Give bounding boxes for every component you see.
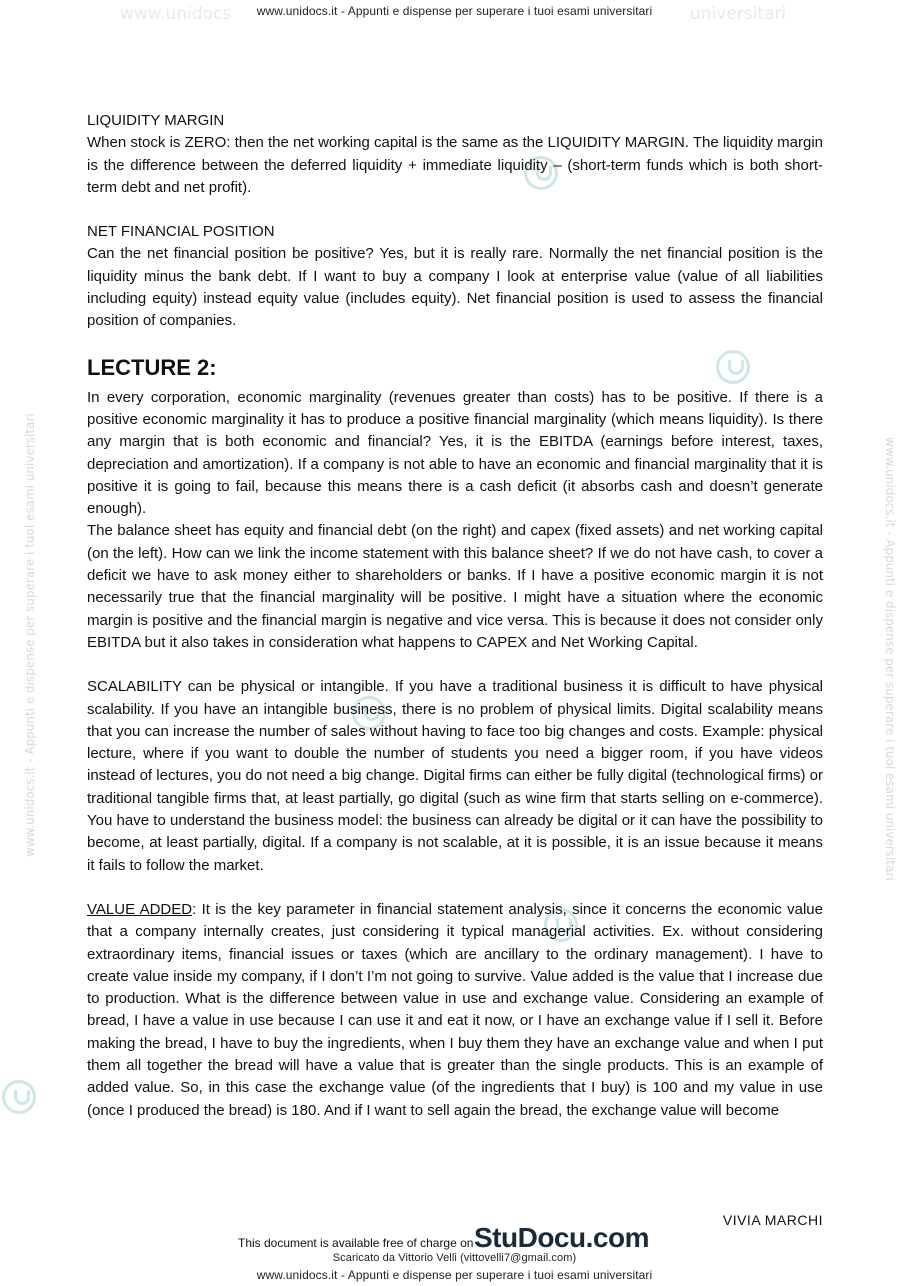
side-watermark-right: www.unidocs.it - Appunti e dispense per superare i tuoi esami universitari [883, 437, 897, 881]
lecture-heading: LECTURE 2: [87, 354, 217, 380]
studocu-domain: .com [585, 1222, 649, 1253]
lecture-paragraph-1: In every corporation, economic marginality (revenues greater than costs) has to be positive. If there is a positive economic marginality it has to produce a positive financial marginality (which means liquidity). Is there any margin that is both economic and financial? Yes, it is the EBITDA (earnings before interest, taxes, depreciation and amortization). If a company is not able to have an economic and financial marginality that it is positive it is going to fail, because this means there is a cash deficit (it absorbs cash and doesn’t generate enough). [87, 388, 823, 518]
footer-availability: This document is available free of charge on [238, 1236, 474, 1250]
lecture-paragraph-2: The balance sheet has equity and financial debt (on the right) and capex (fixed assets) and net working capital (on the left). How can we link the income statement with this balance sheet? If we do not have cash, to cover a deficit we have to ask money either to shareholders or banks. If I have a positive economic margin it is not necessarily true that the financial marginality will be positive. I might have a situation where the economic margin is positive and the financial margin is negative and vice versa. This is because it does not consider only EBITDA but it also takes in consideration what happens to CAPEX and Net Working Capital. [87, 522, 823, 651]
watermark-bottom: Scaricato da Vittorio Velli (vittovelli7@gmail.com) [332, 1252, 577, 1264]
value-added-paragraph [87, 899, 823, 1122]
watermark-top: www.unidocs.it - Appunti e dispense per superare i tuoi esami universitari [256, 4, 653, 18]
value-added-label: VALUE ADDED [87, 900, 193, 918]
watermark-faint-top-right: universitari [690, 4, 787, 24]
value-added-body: : It is the key parameter in financial statement analysis, since it concerns the economic value that a company internally creates, just considering it typical managerial activities. Ex. without considering extraordinary items, financial issues or taxes (which are ancillary to the ordinary management). I have to create value inside my company, if I don’t I’m not going to survive. Value added is the value that I increase due to production. What is the difference between value in use and exchange value. Considering an example of bread, I have a value in use because I can use it and eat it now, or I have an exchange value if I sell it. Before making the bread, I have to buy the ingredients, when I buy them they have an exchange value and when I put them all together the bread will have a value that is greater than the single products. This is an example of added value. So, in this case the exchange value (of the ingredients that I buy) is 100 and my value in use (once I produced the bread) is 180. And if I want to sell again the bread, the exchange value will become [87, 900, 823, 1119]
document-body [87, 110, 823, 1122]
watermark-faint-top-left: www.unidocs [120, 4, 232, 24]
liquidity-margin-title: LIQUIDITY MARGIN [87, 112, 225, 129]
watermark-bottom-site: www.unidocs.it - Appunti e dispense per superare i tuoi esami universitari [256, 1268, 653, 1282]
liquidity-margin-body: When stock is ZERO: then the net working capital is the same as the LIQUIDITY MARGIN. The liquidity margin is the difference between the deferred liquidity + immediate liquidity – (short-term funds which is both short-term debt and net profit). [87, 134, 823, 196]
side-watermark-left: www.unidocs.it - Appunti e dispense per superare i tuoi esami universitari [23, 413, 37, 857]
net-financial-position-title: NET FINANCIAL POSITION [87, 223, 275, 241]
author-name: VIVIA MARCHI [722, 1212, 823, 1228]
studocu-brand: StuDocu [474, 1222, 586, 1253]
scalability-paragraph: SCALABILITY can be physical or intangible. If you have a traditional business it is difficult to have physical scalability. If you have an intangible business, there is no problem of physical limits. Digital scalability means that you can increase the number of sales without having to face too big changes and costs. Example: physical lecture, where if you want to double the number of students you need a bigger room, if you have videos instead of lectures, you do not need a big change. Digital firms can either be fully digital (technological firms) or traditional tangible firms that, at least partially, go digital (such as wine firm that starts selling on e-commerce). You have to understand the business model: the business can already be digital or it can have the possibility to become, at least partially, digital. If a company is not scalable, at it is possible, it is an issue because it means it fails to follow the market. [87, 678, 823, 874]
studocu-logo[interactable] [474, 1222, 649, 1254]
watermark-logo-icon [2, 1080, 36, 1114]
net-financial-position-body: Can the net financial position be positive? Yes, but it is really rare. Normally the net financial position is the liquidity minus the bank debt. If I want to buy a company I look at enterprise value (value of all liabilities including equity) instead equity value (includes equity). Net financial position is used to assess the financial position of companies. [87, 245, 823, 330]
